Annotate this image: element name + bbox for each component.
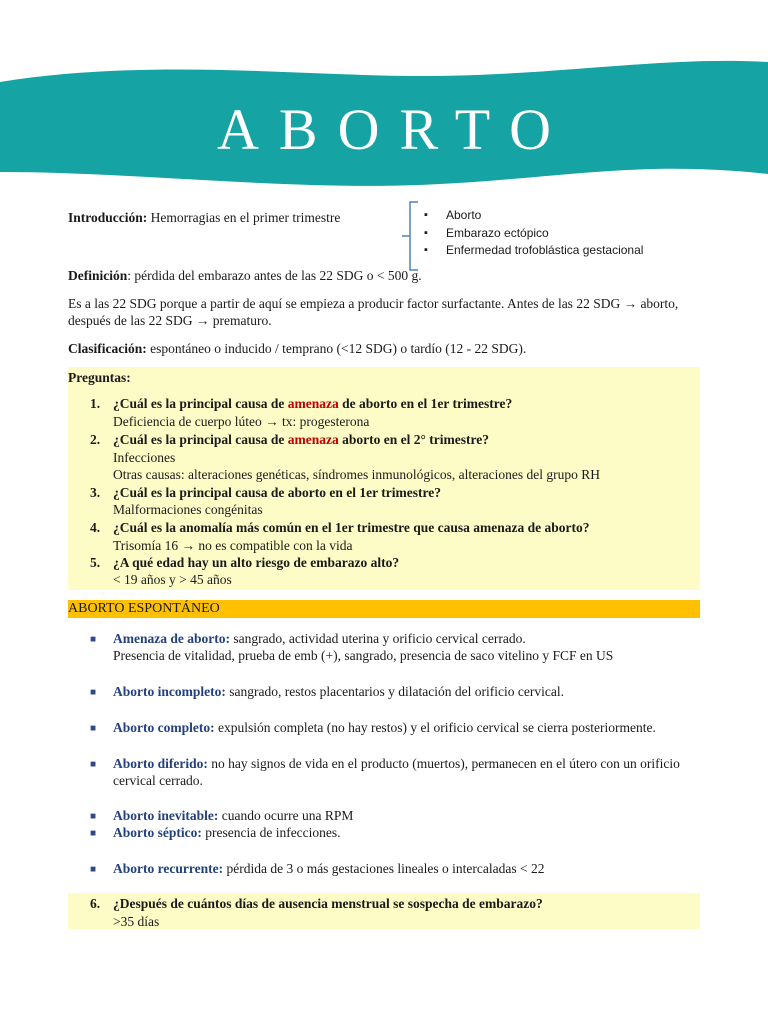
question-number: 2. (90, 432, 101, 447)
definition-label: Definición (68, 268, 128, 283)
term-label: Aborto incompleto: (113, 684, 226, 699)
classification-label: Clasificación: (68, 341, 147, 356)
intro-text: Hemorragias en el primer trimestre (150, 210, 341, 225)
term-description: pérdida de 3 o más gestaciones lineales o intercaladas < 22 (226, 861, 545, 876)
term-extra: cervical cerrado. (113, 773, 203, 788)
highlight-word: amenaza (287, 432, 339, 447)
questions-box (68, 367, 700, 590)
term-label: Aborto completo: (113, 720, 215, 735)
question-text: ¿Cuál es la anomalía más común en el 1er trimestre que causa amenaza de aborto? (113, 520, 590, 535)
classification (68, 341, 700, 357)
question-answer: >35 días (113, 914, 160, 929)
term-description: no hay signos de vida en el producto (muertos), permanecen en el útero con un orificio (211, 756, 680, 771)
list-item: ▪ Aborto (424, 207, 643, 225)
term-description: expulsión completa (no hay restos) y el orificio cervical se cierra posteriormente. (217, 720, 656, 735)
question-answer: Deficiencia de cuerpo lúteo → tx: progesterona (113, 414, 370, 429)
term-label: Aborto diferido: (113, 756, 208, 771)
term-label: Amenaza de aborto: (113, 631, 230, 646)
term-description: sangrado, restos placentarios y dilatación del orificio cervical. (229, 684, 564, 699)
question-number: 3. (90, 485, 101, 500)
explanation (68, 295, 700, 329)
question-text: ¿Cuál es la principal causa de amenaza de aborto en el 1er trimestre? (113, 396, 513, 411)
section-title: ABORTO ESPONTÁNEO (68, 600, 700, 618)
definition-text: : pérdida del embarazo antes de las 22 SDG o < 500 g. (127, 268, 422, 283)
term-description: cuando ocurre una RPM (221, 808, 354, 823)
highlight-word: amenaza (287, 396, 339, 411)
questions-header: Preguntas: (68, 370, 131, 385)
question-text: ¿Cuál es la principal causa de amenaza aborto en el 2° trimestre? (113, 432, 490, 447)
term-label: Aborto recurrente: (113, 861, 224, 876)
question-answer: Trisomía 16 → no es compatible con la vida (113, 538, 353, 553)
bullet-icon: ■ (90, 723, 97, 734)
intro-list (424, 207, 643, 260)
term-description: presencia de infecciones. (205, 825, 341, 840)
term-description: sangrado, actividad uterina y orificio cervical cerrado. (233, 631, 526, 646)
classification-text: espontáneo o inducido / temprano (<12 SDG) o tardío (12 - 22 SDG). (150, 341, 527, 356)
question-number: 4. (90, 520, 101, 535)
explanation-line: Es a las 22 SDG porque a partir de aquí se empieza a producir factor surfactante. Antes de las 22 SDG → aborto, (68, 296, 679, 311)
question-text: ¿A qué edad hay un alto riesgo de embarazo alto? (113, 555, 400, 570)
bullet-icon: ■ (90, 811, 97, 822)
question-text: ¿Después de cuántos días de ausencia menstrual se sospecha de embarazo? (113, 896, 543, 911)
question-number: 5. (90, 555, 101, 570)
question-number: 6. (90, 896, 101, 911)
question-answer: Malformaciones congénitas (113, 502, 263, 517)
question-answer: < 19 años y > 45 años (113, 572, 232, 587)
term-label: Aborto séptico: (113, 825, 202, 840)
list-item: ▪ Embarazo ectópico (424, 225, 643, 243)
question6-box (68, 893, 700, 929)
bullet-icon: ■ (90, 864, 97, 875)
term-extra: Presencia de vitalidad, prueba de emb (+), sangrado, presencia de saco vitelino y FCF en US (113, 648, 614, 663)
term-label: Aborto inevitable: (113, 808, 219, 823)
bullet-icon: ■ (90, 687, 97, 698)
bullet-icon: ■ (90, 759, 97, 770)
list-item: ▪ Enfermedad trofoblástica gestacional (424, 242, 643, 260)
definition (68, 268, 700, 284)
intro-label: Introducción: (68, 210, 148, 225)
question-answer: Infecciones (113, 450, 176, 465)
question-answer: Otras causas: alteraciones genéticas, síndromes inmunológicos, alteraciones del grupo RH (113, 467, 600, 482)
question-text: ¿Cuál es la principal causa de aborto en el 1er trimestre? (113, 485, 441, 500)
page-title: ABORTO (217, 97, 571, 162)
bullet-icon: ■ (90, 828, 97, 839)
question-number: 1. (90, 396, 101, 411)
explanation-line: después de las 22 SDG → prematuro. (68, 313, 272, 328)
bracket-icon (400, 200, 424, 275)
bullet-icon: ■ (90, 634, 97, 645)
